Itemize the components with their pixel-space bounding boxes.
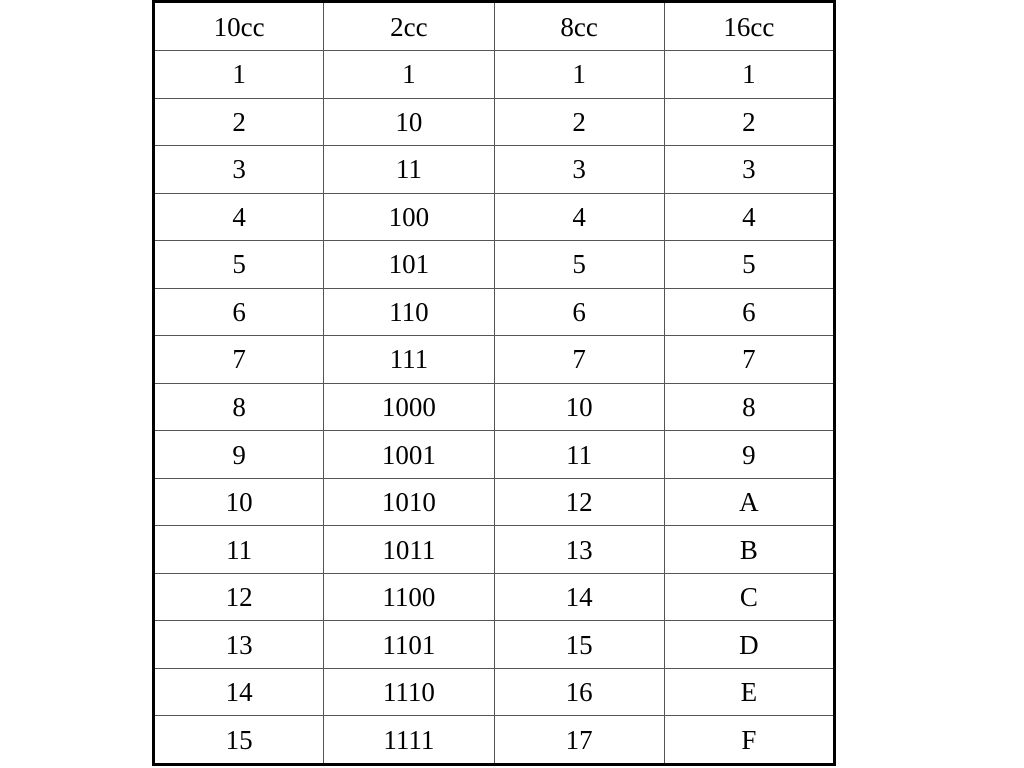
cell-decimal: 10	[154, 478, 324, 526]
cell-hex: 4	[664, 193, 834, 241]
cell-octal: 5	[494, 241, 664, 289]
cell-octal: 14	[494, 573, 664, 621]
cell-hex: 8	[664, 383, 834, 431]
header-hex: 16cc	[664, 2, 834, 51]
cell-decimal: 3	[154, 146, 324, 194]
cell-octal: 15	[494, 621, 664, 669]
cell-decimal: 5	[154, 241, 324, 289]
cell-hex: 7	[664, 336, 834, 384]
cell-binary: 1111	[324, 716, 494, 765]
header-octal: 8cc	[494, 2, 664, 51]
cell-hex: E	[664, 668, 834, 716]
cell-hex: 2	[664, 98, 834, 146]
table-row	[154, 51, 835, 99]
table-row	[154, 288, 835, 336]
cell-octal: 12	[494, 478, 664, 526]
cell-decimal: 12	[154, 573, 324, 621]
cell-decimal: 7	[154, 336, 324, 384]
table-row	[154, 716, 835, 765]
cell-hex: C	[664, 573, 834, 621]
table-row	[154, 526, 835, 574]
cell-binary: 111	[324, 336, 494, 384]
cell-decimal: 14	[154, 668, 324, 716]
header-decimal: 10cc	[154, 2, 324, 51]
table-row	[154, 193, 835, 241]
cell-octal: 10	[494, 383, 664, 431]
number-systems-table-container	[152, 0, 836, 766]
cell-hex: F	[664, 716, 834, 765]
cell-binary: 10	[324, 98, 494, 146]
cell-binary: 11	[324, 146, 494, 194]
cell-hex: 3	[664, 146, 834, 194]
table-row	[154, 241, 835, 289]
header-row	[154, 2, 835, 51]
table-row	[154, 668, 835, 716]
cell-decimal: 8	[154, 383, 324, 431]
table-row	[154, 573, 835, 621]
cell-binary: 101	[324, 241, 494, 289]
cell-hex: 9	[664, 431, 834, 479]
cell-binary: 110	[324, 288, 494, 336]
cell-octal: 7	[494, 336, 664, 384]
cell-hex: 6	[664, 288, 834, 336]
cell-octal: 1	[494, 51, 664, 99]
cell-binary: 1101	[324, 621, 494, 669]
table-row	[154, 431, 835, 479]
table-body	[154, 51, 835, 765]
cell-decimal: 4	[154, 193, 324, 241]
cell-hex: A	[664, 478, 834, 526]
cell-decimal: 6	[154, 288, 324, 336]
cell-octal: 6	[494, 288, 664, 336]
cell-octal: 2	[494, 98, 664, 146]
cell-decimal: 1	[154, 51, 324, 99]
cell-decimal: 15	[154, 716, 324, 765]
cell-binary: 1011	[324, 526, 494, 574]
cell-binary: 1010	[324, 478, 494, 526]
header-binary: 2cc	[324, 2, 494, 51]
cell-octal: 17	[494, 716, 664, 765]
cell-octal: 4	[494, 193, 664, 241]
cell-octal: 13	[494, 526, 664, 574]
number-systems-table	[152, 0, 836, 766]
cell-octal: 3	[494, 146, 664, 194]
table-row	[154, 621, 835, 669]
cell-hex: 5	[664, 241, 834, 289]
cell-decimal: 9	[154, 431, 324, 479]
cell-binary: 1	[324, 51, 494, 99]
table-row	[154, 98, 835, 146]
cell-octal: 11	[494, 431, 664, 479]
table-row	[154, 336, 835, 384]
table-row	[154, 146, 835, 194]
cell-binary: 1000	[324, 383, 494, 431]
cell-octal: 16	[494, 668, 664, 716]
cell-decimal: 11	[154, 526, 324, 574]
cell-hex: D	[664, 621, 834, 669]
cell-decimal: 2	[154, 98, 324, 146]
cell-hex: 1	[664, 51, 834, 99]
table-row	[154, 383, 835, 431]
table-row	[154, 478, 835, 526]
cell-binary: 100	[324, 193, 494, 241]
cell-binary: 1100	[324, 573, 494, 621]
cell-binary: 1001	[324, 431, 494, 479]
cell-hex: B	[664, 526, 834, 574]
cell-decimal: 13	[154, 621, 324, 669]
cell-binary: 1110	[324, 668, 494, 716]
